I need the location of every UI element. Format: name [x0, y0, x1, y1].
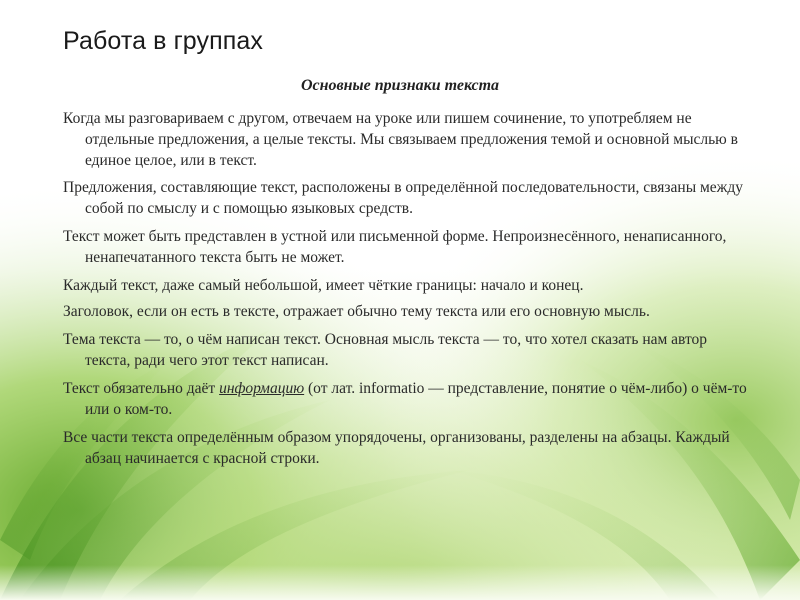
slide-title: Работа в группах — [63, 27, 263, 55]
paragraph: Когда мы разговариваем с другом, отвечаем на уроке или пишем сочинение, то употребляем не отдельные предложения, а целые тексты. Мы связываем предложения темой и основной мыслью в единое целое, или в текст. — [63, 110, 738, 169]
paragraph: Каждый текст, даже самый небольшой, имеет чёткие границы: начало и конец. — [63, 277, 584, 294]
paragraph-text: Текст обязательно даёт — [63, 380, 220, 397]
paragraph — [63, 378, 753, 420]
paragraph: Текст может быть представлен в устной или письменной форме. Непроизнесённого, ненаписанного, ненапечатанного текста быть не может. — [63, 228, 727, 266]
paragraph: Заголовок, если он есть в тексте, отражает обычно тему текста или его основную мысль. — [63, 303, 650, 320]
section-subtitle: Основные признаки текста — [300, 77, 500, 94]
paragraph-text: (от лат. informatio — представление, понятие о чём-либо) о чём-то или о ком-то. — [85, 380, 747, 418]
paragraph: Предложения, составляющие текст, расположены в определённой последовательности, связаны между собой по смыслу и с помощью языковых средств. — [63, 179, 744, 217]
highlighted-term: информацию — [219, 380, 305, 397]
paragraph: Все части текста определённым образом упорядочены, организованы, разделены на абзацы. Каждый абзац начинается с красной строки. — [63, 429, 730, 467]
text-body — [63, 108, 753, 476]
paragraph: Тема текста — то, о чём написан текст. Основная мысль текста — то, что хотел сказать нам автор текста, ради чего этот текст написан. — [63, 331, 708, 369]
